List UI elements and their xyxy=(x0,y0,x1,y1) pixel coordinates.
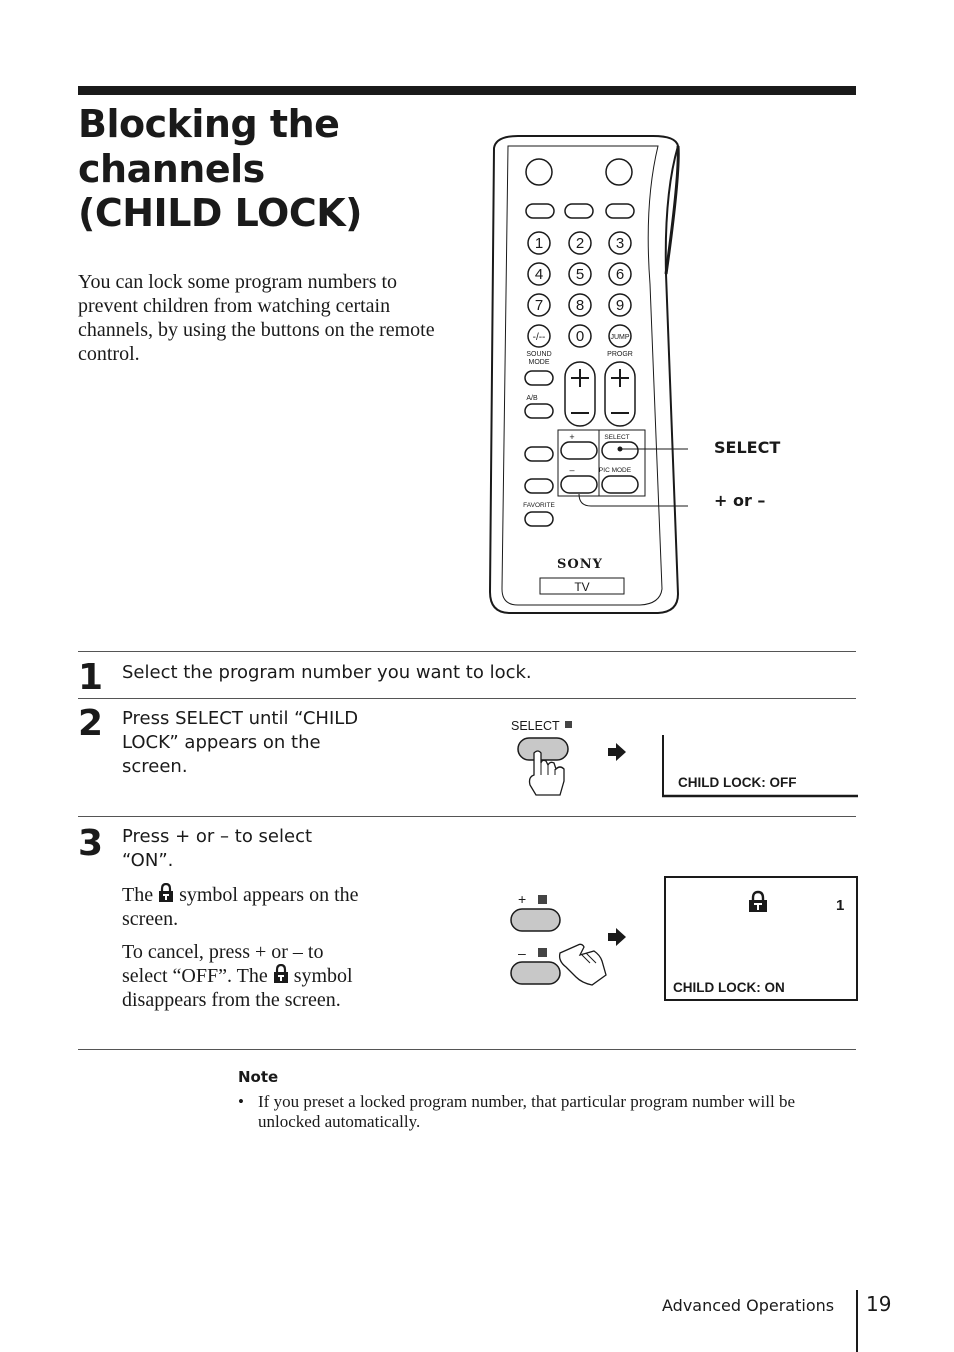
remote-label-mode: MODE xyxy=(528,359,550,366)
intro-paragraph: You can lock some program numbers to prevent children from watching certain channels, by using the buttons on the remote control. xyxy=(78,271,435,365)
remote-label-favorite: FAVORITE xyxy=(523,502,555,509)
lock-icon xyxy=(158,883,174,903)
select-button-press-illustration xyxy=(508,715,638,800)
remote-label-minus: – xyxy=(569,465,575,475)
footer-section-name: Advanced Operations xyxy=(662,1296,835,1315)
title-rule xyxy=(78,86,856,95)
remote-label-plus: + xyxy=(569,432,575,442)
detail-text: The xyxy=(122,884,154,906)
step-1-text: Select the program number you want to lock. xyxy=(122,662,532,683)
remote-label-picmode: PIC MODE xyxy=(598,467,632,474)
note-item xyxy=(238,1092,853,1132)
detail-text: symbol appears on the screen. xyxy=(122,884,359,930)
square-icon xyxy=(538,895,547,904)
remote-label-ab: A/B xyxy=(526,395,538,402)
step-divider xyxy=(78,698,856,699)
bullet: • xyxy=(238,1092,244,1111)
remote-label-jump: JUMP xyxy=(610,334,630,341)
step-divider xyxy=(78,816,856,817)
note-text: If you preset a locked program number, that particular program number will be unlocked automatically. xyxy=(258,1092,795,1131)
title-line-1: Blocking the xyxy=(78,102,340,146)
callout-select: SELECT xyxy=(714,438,781,457)
note-title: Note xyxy=(238,1068,279,1086)
step-3-detail-cancel xyxy=(122,940,362,1012)
remote-control-illustration xyxy=(488,134,688,619)
detail-text: symbol disappears from the screen. xyxy=(122,965,353,1011)
arrow-right-icon xyxy=(608,743,626,761)
remote-digit: 6 xyxy=(615,266,625,283)
remote-digit: 1 xyxy=(534,235,544,252)
screen-status-off: CHILD LOCK: OFF xyxy=(678,775,797,790)
remote-digit: 4 xyxy=(534,266,544,283)
page-title xyxy=(78,102,478,236)
step-3-text: Press + or – to select “ON”. xyxy=(122,826,313,871)
detail-text: To cancel, press + or – to select “OFF”. The xyxy=(122,941,324,987)
footer-divider xyxy=(856,1290,858,1352)
remote-digit: 5 xyxy=(575,266,585,283)
select-button-label: SELECT xyxy=(511,719,560,733)
remote-label-sound: SOUND xyxy=(526,351,552,358)
lock-icon xyxy=(749,892,767,912)
remote-digit: 8 xyxy=(575,297,585,314)
square-icon xyxy=(538,948,547,957)
remote-digit: 0 xyxy=(575,328,585,345)
step-divider xyxy=(78,651,856,652)
step-number: 3 xyxy=(78,823,104,864)
screen-status-on: CHILD LOCK: ON xyxy=(673,980,785,995)
screen-program-number: 1 xyxy=(836,897,845,914)
remote-label-progr: PROGR xyxy=(607,351,633,358)
title-line-3: (CHILD LOCK) xyxy=(78,191,363,235)
minus-button-label: – xyxy=(518,945,526,961)
lock-icon xyxy=(273,964,289,984)
page-number: 19 xyxy=(866,1292,892,1316)
step-2-text: Press SELECT until “CHILD LOCK” appears on the screen. xyxy=(122,708,359,777)
arrow-right-icon xyxy=(608,928,626,946)
remote-digit: 3 xyxy=(615,235,625,252)
remote-label-dash: -/-- xyxy=(532,332,546,343)
square-icon xyxy=(565,721,572,728)
remote-digit: 2 xyxy=(575,235,585,252)
remote-digit: 7 xyxy=(534,297,544,314)
step-number: 1 xyxy=(78,657,104,698)
remote-label-select: SELECT xyxy=(604,434,630,441)
plus-button-label: + xyxy=(518,891,527,907)
title-line-2: channels xyxy=(78,146,265,191)
remote-model: TV xyxy=(574,580,590,594)
step-divider xyxy=(78,1049,856,1050)
step-3-detail-appears xyxy=(122,883,362,931)
callout-plus-minus: + or – xyxy=(714,491,766,510)
remote-brand: SONY xyxy=(557,557,603,572)
step-number: 2 xyxy=(78,703,104,744)
remote-digit: 9 xyxy=(615,297,625,314)
plus-minus-press-illustration xyxy=(508,885,638,990)
